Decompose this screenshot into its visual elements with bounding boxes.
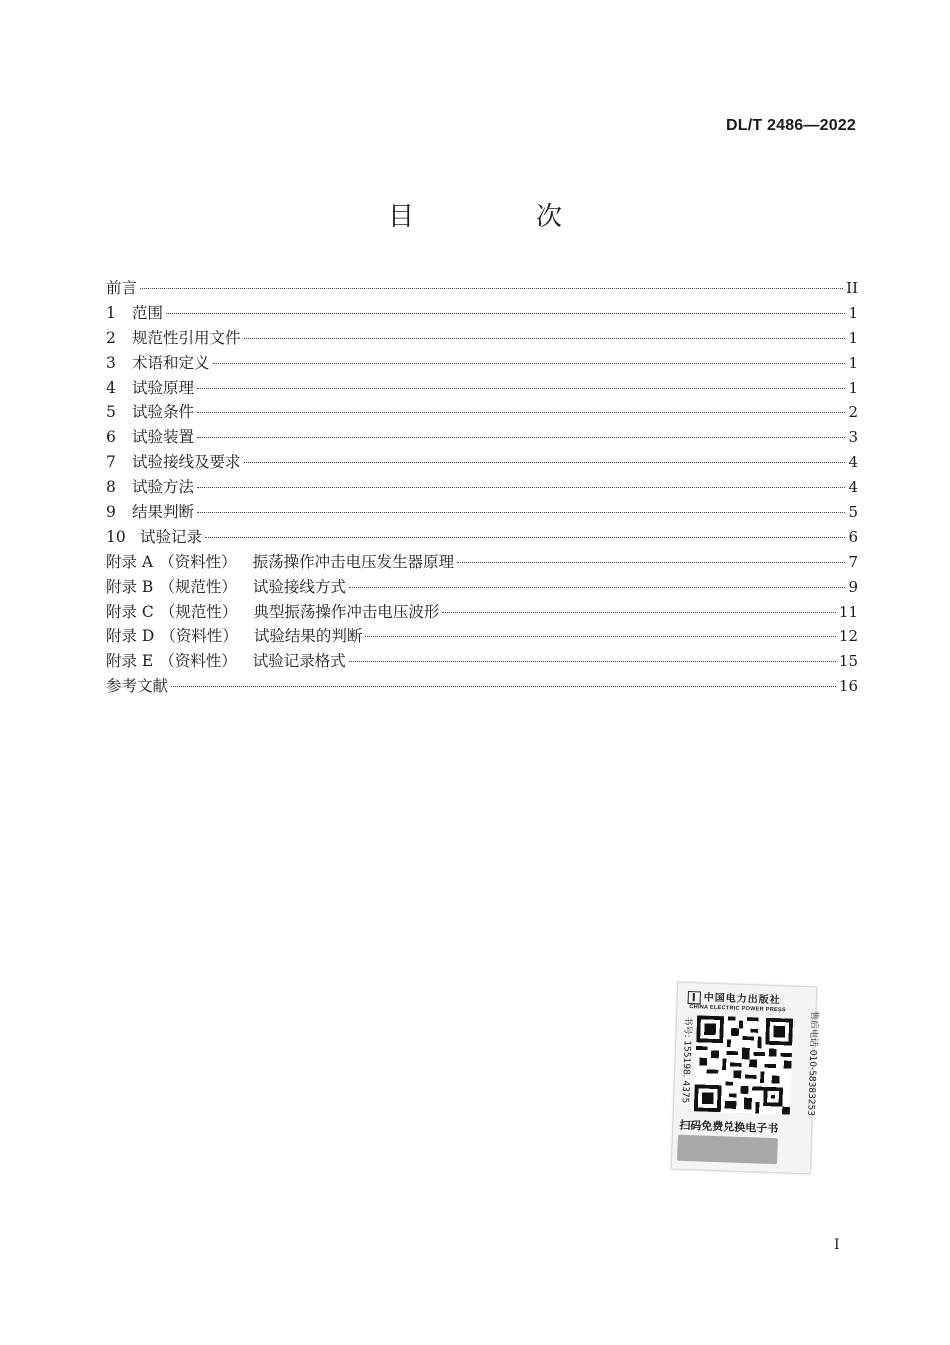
annex-label: 附录 E bbox=[106, 652, 154, 671]
annex-type: （规范性） bbox=[159, 577, 237, 596]
toc-label: 试验接线及要求 bbox=[132, 453, 241, 472]
qr-code-icon[interactable] bbox=[694, 1015, 793, 1114]
toc-number: 8 bbox=[106, 478, 116, 497]
leader-dots bbox=[140, 288, 843, 289]
toc-number: 9 bbox=[106, 503, 116, 522]
ebook-redeem-label: 扫码免费兑换电子书 bbox=[679, 1118, 779, 1136]
annex-type: （资料性） bbox=[159, 552, 237, 571]
toc-label: 试验接线方式 bbox=[252, 577, 346, 596]
scratch-off-area[interactable] bbox=[677, 1135, 778, 1164]
book-number: 书号: 155198. 4375 bbox=[679, 1016, 693, 1104]
toc-entry-chapter-6[interactable] bbox=[106, 425, 858, 450]
toc-number: 2 bbox=[106, 328, 116, 347]
leader-dots bbox=[349, 587, 846, 588]
toc-label: 参考文献 bbox=[106, 677, 169, 696]
toc-page-number: 4 bbox=[848, 478, 858, 497]
annex-label: 附录 A bbox=[106, 552, 154, 571]
leader-dots bbox=[197, 437, 845, 438]
annex-label: 附录 C bbox=[106, 602, 154, 621]
toc-number: 7 bbox=[106, 453, 116, 472]
toc-label: 试验装置 bbox=[132, 428, 195, 447]
toc-page-number: 7 bbox=[848, 552, 858, 571]
toc-label: 振荡操作冲击电压发生器原理 bbox=[252, 552, 455, 571]
leader-dots bbox=[197, 412, 845, 413]
toc-page-number: 9 bbox=[848, 577, 858, 596]
toc-label: 术语和定义 bbox=[132, 353, 210, 372]
toc-entry-chapter-4[interactable] bbox=[106, 376, 858, 401]
toc-page-number: 1 bbox=[848, 328, 858, 347]
toc-label: 试验记录 bbox=[140, 527, 203, 546]
toc-page-number: 3 bbox=[848, 428, 858, 447]
leader-dots bbox=[457, 562, 845, 563]
toc-page-number: 4 bbox=[848, 453, 858, 472]
toc-entry-chapter-1[interactable] bbox=[106, 301, 858, 326]
leader-dots bbox=[197, 512, 845, 513]
publisher-name-en: CHINA ELECTRIC POWER PRESS bbox=[689, 1004, 787, 1014]
toc-entry-annex-b[interactable] bbox=[106, 575, 858, 600]
publisher-name-cn: 中国电力出版社 bbox=[703, 992, 781, 1007]
toc-label: 试验方法 bbox=[132, 478, 195, 497]
leader-dots bbox=[197, 487, 845, 488]
toc-number: 1 bbox=[106, 303, 116, 322]
toc-title: 目 次 bbox=[387, 202, 610, 232]
toc-page-number: 1 bbox=[848, 353, 858, 372]
leader-dots bbox=[205, 537, 845, 538]
toc-label: 试验记录格式 bbox=[252, 652, 346, 671]
toc-entry-chapter-9[interactable] bbox=[106, 500, 858, 525]
toc-page-number: 15 bbox=[838, 652, 858, 671]
leader-dots bbox=[171, 686, 836, 687]
page-folio: I bbox=[834, 1237, 840, 1253]
standard-code: DL/T 2486—2022 bbox=[726, 117, 856, 134]
toc-number: 10 bbox=[106, 527, 126, 546]
toc-label: 典型振荡操作冲击电压波形 bbox=[253, 602, 440, 621]
leader-dots bbox=[244, 462, 846, 463]
leader-dots bbox=[197, 388, 845, 389]
toc-page-number: 11 bbox=[838, 602, 858, 621]
toc-page-number: 1 bbox=[848, 303, 858, 322]
toc-label: 试验原理 bbox=[132, 378, 195, 397]
toc-label: 结果判断 bbox=[132, 503, 195, 522]
toc-entry-chapter-10[interactable] bbox=[106, 525, 858, 550]
annex-type: （资料性） bbox=[159, 652, 237, 671]
toc-page-number: 6 bbox=[848, 527, 858, 546]
toc-page-number: 16 bbox=[838, 677, 858, 696]
leader-dots bbox=[244, 338, 846, 339]
toc-entry-annex-a[interactable] bbox=[106, 550, 858, 575]
toc-number: 3 bbox=[106, 353, 116, 372]
service-phone: 售后电话 010-58383253 bbox=[805, 1010, 819, 1117]
toc-entry-annex-d[interactable] bbox=[106, 624, 858, 649]
toc-entry-preface[interactable] bbox=[106, 276, 858, 301]
toc-entry-annex-e[interactable] bbox=[106, 649, 858, 674]
toc-label: 范围 bbox=[132, 303, 164, 322]
toc-entry-chapter-5[interactable] bbox=[106, 400, 858, 425]
annex-label: 附录 B bbox=[106, 577, 154, 596]
annex-label: 附录 D bbox=[106, 627, 155, 646]
leader-dots bbox=[213, 363, 846, 364]
toc-page-number: 12 bbox=[838, 627, 858, 646]
annex-type: （资料性） bbox=[160, 627, 238, 646]
toc-page-number: II bbox=[846, 279, 858, 297]
leader-dots bbox=[166, 313, 845, 314]
toc-label: 试验结果的判断 bbox=[253, 627, 363, 646]
toc-label: 试验条件 bbox=[132, 403, 195, 422]
toc-entry-annex-c[interactable] bbox=[106, 600, 858, 625]
toc-page-number: 5 bbox=[848, 503, 858, 522]
toc-entry-chapter-7[interactable] bbox=[106, 450, 858, 475]
toc-number: 4 bbox=[106, 378, 116, 397]
toc-number: 5 bbox=[106, 403, 116, 422]
leader-dots bbox=[442, 612, 836, 613]
toc-page-number: 2 bbox=[848, 403, 858, 422]
toc-entry-chapter-2[interactable] bbox=[106, 326, 858, 351]
toc-label: 规范性引用文件 bbox=[132, 328, 241, 347]
table-of-contents bbox=[106, 276, 858, 699]
toc-entry-bibliography[interactable] bbox=[106, 674, 858, 699]
leader-dots bbox=[365, 636, 836, 637]
ebook-sticker bbox=[671, 982, 817, 1175]
toc-label: 前言 bbox=[106, 279, 138, 297]
toc-entry-chapter-8[interactable] bbox=[106, 475, 858, 500]
annex-type: （规范性） bbox=[159, 602, 238, 621]
publisher-logo-icon bbox=[688, 991, 701, 1004]
leader-dots bbox=[349, 661, 836, 662]
toc-entry-chapter-3[interactable] bbox=[106, 351, 858, 376]
toc-number: 6 bbox=[106, 428, 116, 447]
toc-page-number: 1 bbox=[848, 378, 858, 397]
